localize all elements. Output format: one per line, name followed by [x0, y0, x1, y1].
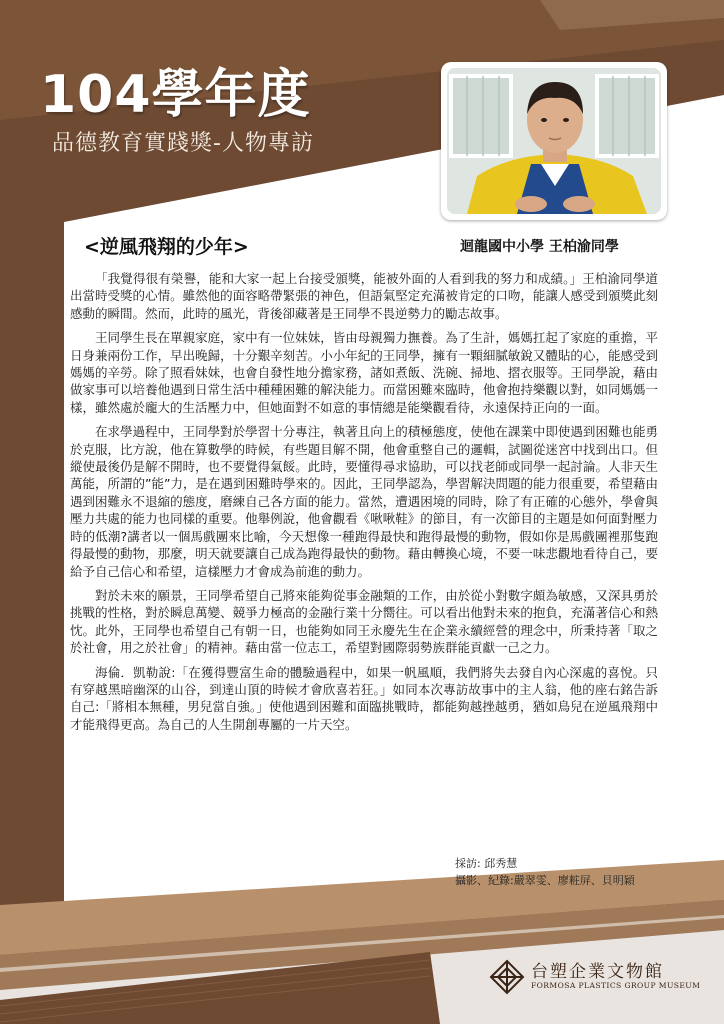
museum-name-cn: 台塑企業文物館	[531, 962, 664, 982]
credits	[455, 855, 635, 889]
article-body	[70, 270, 658, 740]
museum-name-en: FORMOSA PLASTICS GROUP MUSEUM	[531, 981, 701, 990]
interviewer-credit: 採訪: 邱秀慧	[455, 857, 518, 870]
award-title: 品德教育實踐獎-人物專訪	[52, 131, 314, 156]
article-paragraph: 「我覺得很有榮譽，能和大家一起上台接受頒獎，能被外面的人看到我的努力和成績。」王柏渝同學道出當時受獎的心情。雖然他的面容略帶緊張的神色，但語氣堅定充滿被肯定的口吻，能讓人感受到頒獎此刻感動的瞬間。然而，此時的風光，背後卻藏著是王同學不畏逆勢力的勵志故事。	[70, 271, 658, 321]
museum-logo	[489, 957, 699, 999]
student-photo	[447, 68, 661, 214]
museum-emblem-icon	[489, 959, 525, 995]
student-photo-frame	[441, 62, 667, 220]
year-title: 104學年度	[40, 65, 311, 125]
photo-record-credit: 攝影、紀錄:嚴翠雯、廖粧屏、貝明穎	[455, 874, 635, 887]
article-title: <逆風飛翔的少年>	[84, 236, 249, 258]
article-paragraph: 王同學生長在單親家庭，家中有一位妹妹，皆由母親獨力撫養。為了生計，媽媽扛起了家庭的重擔，平日身兼兩份工作，早出晚歸，十分艱辛刻苦。小小年紀的王同學，擁有一顆細膩敏銳又體貼的心，能感受到媽媽的辛勞。除了照看妹妹，也會自發性地分擔家務，諸如煮飯、洗碗、掃地、摺衣服等。王同學說，藉由做家事可以培養他遇到日常生活中種種困難的解決能力。而當困難來臨時，他會抱持樂觀以對，如同媽媽一樣，雖然處於龐大的生活壓力中，但她面對不如意的事情總是能樂觀看待，永遠保持正向的一面。	[70, 330, 658, 415]
student-name: 迴龍國中小學 王柏渝同學	[460, 239, 619, 255]
article-paragraph: 在求學過程中，王同學對於學習十分專注，執著且向上的積極態度，使他在課業中即使遇到困難也能勇於克服，比方說，他在算數學的時候，有些題目解不開，他會重整自己的邏輯，試圖從迷宮中找到出口。但縱使最後仍是解不開時，也不要覺得氣餒。此時，要懂得尋求協助，可以找老師或同學一起討論。人非天生萬能，所謂的”能”力，是在遇到困難時學來的。因此，王同學認為，學習解決問題的能力很重要，希望藉由遇到困難永不退縮的態度，磨練自己各方面的能力。當然，遭遇困境的同時，除了有正確的心態外，學會與壓力共處的能力也同樣的重要。他舉例說，他會觀看《啾啾鞋》的節目，有一次節目的主題是如何面對壓力時的低潮?講者以一個馬戲團來比喻，今天想像一種跑得最快和跑得最慢的動物，假如你是馬戲團裡那隻跑得最慢的動物，那麼，明天就要讓自己成為跑得最快的動物。藉由轉換心境，不要一味悲觀地看待自己，要給予自己信心和希望，這樣壓力才會成為前進的動力。	[70, 424, 658, 579]
article-paragraph: 海倫．凱勒說:「在獲得豐富生命的體驗過程中，如果一帆風順，我們將失去發自內心深處的喜悅。只有穿越黑暗幽深的山谷，到達山頂的時候才會欣喜若狂。」如同本次專訪故事中的主人翁，他的座右銘告訴自己:「將相本無種，男兒當自強。」使他遇到困難和面臨挑戰時，都能夠越挫越勇，猶如鳥兒在逆風飛翔中才能飛得更高。為自己的人生開創專屬的一片天空。	[70, 664, 658, 732]
article-paragraph: 對於未來的願景，王同學希望自己將來能夠從事金融類的工作，由於從小對數字頗為敏感，又深具勇於挑戰的性格，對於瞬息萬變、競爭力極高的金融行業十分嚮往。可以看出他對未來的抱負，充滿著信心和熱忱。此外，王同學也希望自己有朝一日，也能夠如同王永慶先生在企業永續經營的理念中，所秉持著「取之於社會，用之於社會」的精神。藉由當一位志工，希望對國際弱勢族群能貢獻一己之力。	[70, 587, 658, 656]
